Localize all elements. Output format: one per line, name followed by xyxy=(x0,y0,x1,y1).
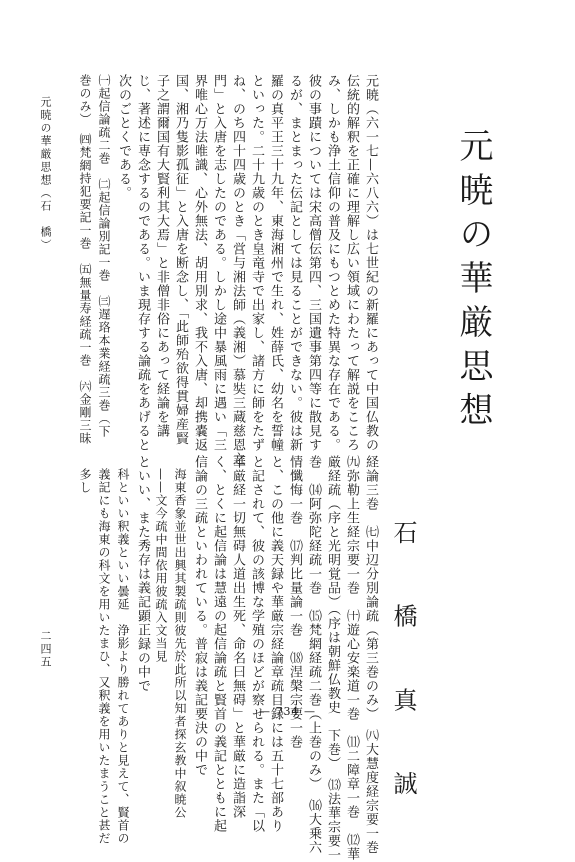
quote-line: 多し xyxy=(78,468,92,494)
text-line: 華厳経一切無碍人道出生死、命名曰無碍」と華厳に造詣深 xyxy=(230,455,245,819)
quote-line: 義記にも海東の科文を用いたまひ、又釈義を用いたまうこと甚だ xyxy=(97,468,111,845)
text-line: 巻 ⒁阿弥陀経疏一巻 ⒂梵網経疏二巻（上巻のみ） ⒃大乗六 xyxy=(306,455,321,855)
text-line: 次のごとくである。 xyxy=(116,74,131,200)
text-line: るが、まとまった伝記としては見ることができない。彼は新 xyxy=(287,74,302,452)
page-number-side: 二四五 xyxy=(39,630,52,669)
text-line: 国、湘乃隻影孤征」と入唐を断念し、「此師殆欲得貫婦産賢 xyxy=(173,74,188,446)
page-title: 元暁の華厳思想 xyxy=(453,128,493,436)
text-line: 信論の三疏といわれている。普寂は義記要決の中で xyxy=(192,455,207,777)
text-line: と、この他に義天録や華厳宗経論章疏目録には五十七部あり xyxy=(268,455,283,833)
text-line: 彼の事蹟については宋高僧伝第四、三国遺事第四等に散見す xyxy=(306,74,321,452)
text-line: 羅の真平王三十九年、東海湘州で生れ、姓薛氏、幼名を誓幢 xyxy=(268,74,283,452)
text-line: く、とくに起信論は慧遠の起信論疏と賢首の義記とともに起 xyxy=(211,455,226,833)
running-head: 元暁の華厳思想（石 橋） xyxy=(39,96,52,252)
text-line: といった。二十九歳のとき皇竜寺で出家し、諸方に師をたず xyxy=(249,74,264,452)
text-line: ㈨弥勒上生経宗要一巻 ㈩遊心安楽道一巻 ⑾二障章一巻 ⑿華 xyxy=(344,455,359,861)
text-line: ね、のち四十四歳のとき「営与湘法師（義湘）慕奘三蔵慈恩之 xyxy=(230,74,245,466)
text-line: と記されて、彼の該博な学殖のほどが察せられる。また「以 xyxy=(249,455,264,833)
text-line: じ、著述に専念するのである。いま現存する論疏をあげると xyxy=(135,74,150,452)
text-line: 界唯心万法唯識、心外無法、胡用別求、我不入唐、却携嚢返 xyxy=(192,74,207,452)
text-line: み、しかも浄土信仰の普及にもつとめた特異な存在である。 xyxy=(325,74,340,452)
text-line: 門」と入唐を志したのである。しかし途中暴風雨に遇い「三 xyxy=(211,74,226,452)
text-line: 厳経疏（序と光明覚品）（序は朝鮮仏教史 下巻） ⒀法華宗要一 xyxy=(325,455,340,862)
text-line: ㈠起信論疏二巻 ㈡起信論別記一巻 ㈢遅珞本業経疏三巻（下 xyxy=(97,74,111,438)
quote-line: ——文今疏中間依用彼疏入文当見 xyxy=(154,468,168,663)
text-line: 経論三巻 ㈦中辺分別論疏（第三巻のみ） ㈧大慧度経宗要一巻 xyxy=(363,455,378,855)
text-line: といい、また秀存は義記顕正録の中で xyxy=(135,455,150,693)
quote-line: 科といい釈義といい曇延 浄影より勝れてありと見えて、賢首の xyxy=(116,468,130,845)
text-line: 情懺悔一巻 ⒄判比量論一巻 ⒅涅槃宗要一巻 xyxy=(287,455,302,749)
quote-line: 海東香象並世出興其製疏則彼先於此所以知者探玄教中叙暁公 xyxy=(173,468,187,819)
text-line: 巻のみ） ㈣梵網持犯要記一巻 ㈤無量寿経疏一巻 ㈥金剛三昧 xyxy=(78,74,92,445)
page-number-bottom: — 734 — xyxy=(259,705,316,718)
text-line: 元暁（六一七—六八六）は七世紀の新羅にあって中国仏教の xyxy=(363,74,378,452)
text-line: 伝統的解釈を正確に理解し広い領域にわたって解説をこころ xyxy=(344,74,359,452)
author-name: 石 橋 真 誠 xyxy=(389,520,417,821)
text-line: 子之謂爾国有大賢利其大焉」と非僧非俗にあって経論を講 xyxy=(154,74,169,438)
